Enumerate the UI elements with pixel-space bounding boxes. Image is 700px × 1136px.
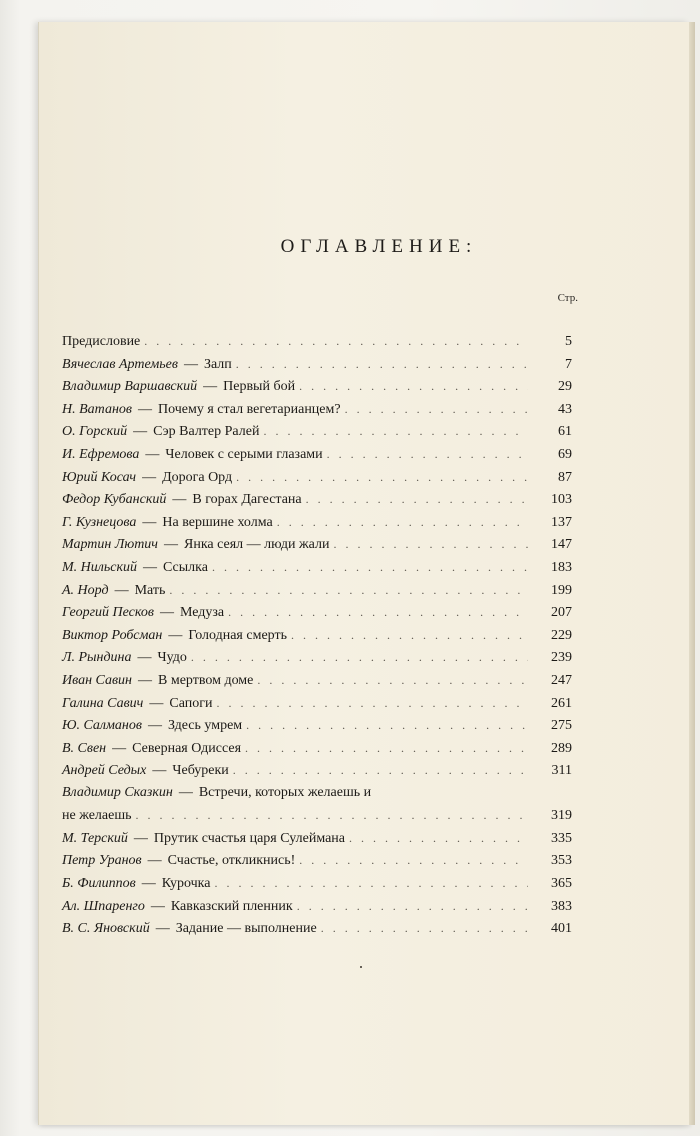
toc-dot-leader — [333, 533, 528, 556]
toc-dot-leader — [299, 375, 528, 398]
toc-entry — [62, 330, 572, 353]
toc-title: Встречи, которых желаешь и — [198, 784, 372, 800]
toc-dot-leader — [216, 692, 528, 715]
toc-title: Счастье, откликнись! — [167, 853, 296, 869]
toc-dash: — — [143, 559, 158, 575]
toc-author: Л. Рындина — [62, 650, 132, 666]
toc-page-number: 383 — [551, 898, 572, 914]
toc-entry — [62, 398, 572, 421]
toc-dot-leader — [345, 398, 528, 421]
toc-dot-leader — [263, 420, 528, 443]
toc-entry-line — [62, 398, 572, 421]
toc-page-number: 69 — [558, 446, 572, 462]
toc-page-number: 43 — [558, 401, 572, 417]
toc-dot-leader — [236, 466, 528, 489]
toc-title: Медуза — [179, 605, 225, 621]
toc-author: Федор Кубанский — [62, 492, 167, 508]
toc-entry-line — [62, 917, 572, 940]
toc-title: Северная Одиссея — [132, 740, 242, 756]
toc-entry-line — [62, 646, 572, 669]
page-edge — [689, 22, 695, 1125]
toc-author: А. Норд — [62, 582, 109, 598]
toc-page-number: 103 — [551, 492, 572, 508]
toc-entry — [62, 827, 572, 850]
toc-dash: — — [183, 356, 198, 372]
toc-page-number: 365 — [551, 876, 572, 892]
toc-author: Н. Ватанов — [62, 401, 132, 417]
toc-dot-leader — [228, 601, 528, 624]
toc-dash: — — [142, 514, 157, 530]
toc-entry-line — [62, 579, 572, 602]
toc-dash: — — [137, 401, 152, 417]
toc-dash: — — [172, 492, 187, 508]
toc-dot-leader — [214, 872, 528, 895]
toc-title: Почему я стал вегетарианцем? — [157, 401, 341, 417]
print-speck — [360, 966, 362, 968]
toc-author: Петр Уранов — [62, 853, 142, 869]
toc-entry — [62, 488, 572, 511]
toc-dash: — — [112, 740, 127, 756]
toc-page-number: 7 — [565, 356, 572, 372]
toc-title: Задание — выполнение — [175, 921, 317, 937]
toc-entry-line — [62, 466, 572, 489]
toc-author: М. Терский — [62, 830, 128, 846]
toc-title: Мать — [134, 582, 166, 598]
toc-entry — [62, 466, 572, 489]
toc-entry-line — [62, 737, 572, 760]
toc-dash: — — [152, 763, 167, 779]
toc-entry-line — [62, 872, 572, 895]
toc-page-number: 207 — [551, 605, 572, 621]
toc-title: В мертвом доме — [158, 672, 254, 688]
toc-dot-leader — [144, 330, 528, 353]
toc-dot-leader — [236, 353, 528, 376]
toc-dash: — — [155, 921, 170, 937]
toc-dash: — — [133, 830, 148, 846]
toc-entry — [62, 443, 572, 466]
page-title: ОГЛАВЛЕНИЕ: — [280, 236, 478, 257]
toc-author: М. Нильский — [62, 559, 138, 575]
toc-entry — [62, 917, 572, 940]
toc-dash: — — [203, 379, 218, 395]
toc-title: Человек с серыми глазами — [165, 446, 323, 462]
toc-entry — [62, 579, 572, 602]
toc-page-number: 137 — [551, 514, 572, 530]
toc-entry — [62, 714, 572, 737]
toc-author: Андрей Седых — [62, 763, 147, 779]
toc-author: Владимир Сказкин — [62, 784, 173, 800]
toc-entry — [62, 601, 572, 624]
toc-author: Владимир Варшавский — [62, 379, 198, 395]
toc-title: Кавказский пленник — [170, 898, 293, 914]
toc-author: Георгий Песков — [62, 605, 154, 621]
toc-entry — [62, 849, 572, 872]
table-of-contents — [62, 330, 572, 940]
toc-dash: — — [150, 898, 165, 914]
toc-title: Чебуреки — [172, 763, 229, 779]
toc-page-number: 87 — [558, 469, 572, 485]
toc-dot-leader — [246, 714, 528, 737]
toc-title: Первый бой — [223, 379, 296, 395]
toc-author: О. Горский — [62, 424, 128, 440]
toc-entry — [62, 692, 572, 715]
toc-author: Мартин Лютич — [62, 537, 158, 553]
toc-author: Ал. Шпаренго — [62, 898, 145, 914]
toc-entry-line — [62, 443, 572, 466]
toc-page-number: 229 — [551, 627, 572, 643]
toc-title: Прутик счастья царя Сулеймана — [153, 830, 345, 846]
toc-dot-leader — [136, 804, 529, 827]
toc-entry-line — [62, 375, 572, 398]
toc-author: Ю. Салманов — [62, 718, 142, 734]
toc-dash: — — [133, 424, 148, 440]
toc-dot-leader — [327, 443, 528, 466]
toc-title: Сапоги — [169, 695, 213, 711]
toc-page-number: 5 — [565, 334, 572, 349]
toc-dash: — — [137, 650, 152, 666]
toc-entry-line — [62, 849, 572, 872]
toc-author: И. Ефремова — [62, 446, 140, 462]
toc-title: Дорога Орд — [162, 469, 233, 485]
toc-entry — [62, 624, 572, 647]
toc-page-number: 147 — [551, 537, 572, 553]
toc-page-number: 261 — [551, 695, 572, 711]
toc-dot-leader — [321, 917, 528, 940]
toc-title: Ссылка — [163, 559, 208, 575]
toc-entry-line — [62, 827, 572, 850]
toc-dot-leader — [212, 556, 528, 579]
toc-dot-leader — [233, 759, 528, 782]
toc-title: Чудо — [157, 650, 187, 666]
toc-entry-line — [62, 804, 572, 827]
toc-entry-line — [62, 759, 572, 782]
toc-entry — [62, 533, 572, 556]
toc-entry-line — [62, 556, 572, 579]
toc-entry-line — [62, 511, 572, 534]
toc-dot-leader — [169, 579, 528, 602]
toc-title: Залп — [203, 356, 232, 372]
toc-entry — [62, 511, 572, 534]
toc-dot-leader — [257, 669, 528, 692]
toc-title: Голодная смерть — [188, 627, 287, 643]
toc-page-number: 275 — [551, 718, 572, 734]
toc-entry-line — [62, 601, 572, 624]
toc-dash: — — [147, 853, 162, 869]
toc-entry — [62, 895, 572, 918]
toc-dash: — — [147, 718, 162, 734]
toc-entry-line — [62, 692, 572, 715]
toc-entry-line — [62, 353, 572, 376]
toc-entry — [62, 375, 572, 398]
book-page — [38, 22, 689, 1125]
toc-entry-line — [62, 330, 572, 353]
toc-entry-line — [62, 420, 572, 443]
toc-dot-leader — [349, 827, 528, 850]
toc-title: Сэр Валтер Ралей — [153, 424, 260, 440]
toc-dash: — — [114, 582, 129, 598]
toc-author: Г. Кузнецова — [62, 514, 137, 530]
toc-entry-line — [62, 488, 572, 511]
toc-entry — [62, 759, 572, 782]
toc-dash: — — [159, 605, 174, 621]
toc-dot-leader — [277, 511, 528, 534]
toc-page-number: 401 — [551, 921, 572, 937]
toc-author: Б. Филиппов — [62, 876, 136, 892]
toc-dot-leader — [306, 488, 528, 511]
toc-dash: — — [145, 446, 160, 462]
toc-dash: — — [168, 627, 183, 643]
toc-entry-line — [62, 669, 572, 692]
toc-page-number: 199 — [551, 582, 572, 598]
toc-author: Иван Савин — [62, 672, 132, 688]
toc-dash: — — [149, 695, 164, 711]
toc-author: Юрий Косач — [62, 469, 137, 485]
toc-page-number: 183 — [551, 559, 572, 575]
toc-dash: — — [163, 537, 178, 553]
toc-page-number: 289 — [551, 740, 572, 756]
toc-page-number: 335 — [551, 830, 572, 846]
toc-entry — [62, 420, 572, 443]
toc-title: Здесь умрем — [167, 718, 243, 734]
toc-page-number: 311 — [551, 763, 572, 779]
toc-entry-line — [62, 714, 572, 737]
toc-entry — [62, 872, 572, 895]
toc-page-number: 29 — [558, 379, 572, 395]
toc-dash: — — [178, 784, 193, 800]
toc-page-number: 239 — [551, 650, 572, 666]
toc-section: Предисловие — [62, 334, 141, 349]
toc-page-number: 247 — [551, 672, 572, 688]
toc-entry-line — [62, 624, 572, 647]
toc-dot-leader — [299, 849, 528, 872]
toc-entry-line — [62, 782, 572, 805]
toc-entry-line — [62, 533, 572, 556]
toc-dash: — — [138, 672, 152, 688]
toc-dash: — — [141, 876, 156, 892]
toc-dash: — — [142, 469, 157, 485]
toc-page-number: 319 — [551, 808, 572, 824]
toc-author: Вячеслав Артемьев — [62, 356, 178, 372]
toc-entry — [62, 737, 572, 760]
toc-author: Галина Савич — [62, 695, 144, 711]
toc-title: В горах Дагестана — [192, 492, 302, 508]
toc-entry — [62, 353, 572, 376]
toc-title: Курочка — [161, 876, 211, 892]
toc-entry — [62, 782, 572, 827]
toc-dot-leader — [297, 895, 528, 918]
toc-entry — [62, 646, 572, 669]
toc-dot-leader — [191, 646, 528, 669]
toc-dot-leader — [291, 624, 528, 647]
toc-page-number: 61 — [558, 424, 572, 440]
toc-title: На вершине холма — [162, 514, 273, 530]
toc-title: Янка сеял — люди жали — [183, 537, 330, 553]
toc-entry — [62, 669, 572, 692]
pages-column-label: Стр. — [557, 292, 578, 304]
toc-author: В. Свен — [62, 740, 107, 756]
toc-entry-line — [62, 895, 572, 918]
toc-author: Виктор Робсман — [62, 627, 163, 643]
toc-entry — [62, 556, 572, 579]
toc-dot-leader — [245, 737, 528, 760]
toc-page-number: 353 — [551, 853, 572, 869]
toc-title-continued: не желаешь — [62, 808, 132, 824]
toc-author: В. С. Яновский — [62, 921, 150, 937]
